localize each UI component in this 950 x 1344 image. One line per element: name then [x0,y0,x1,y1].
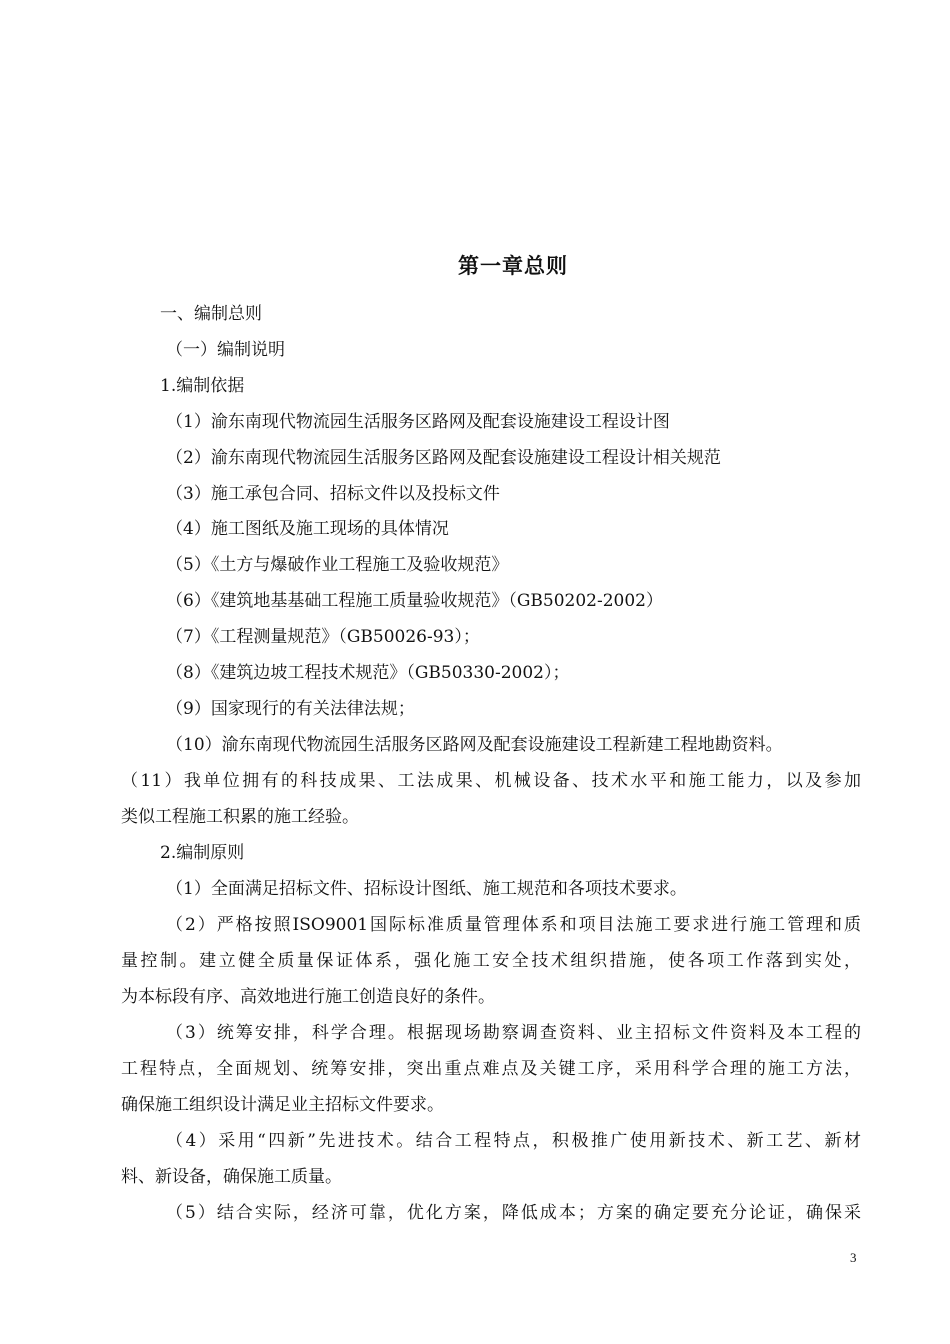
list-item: （3）施工承包合同、招标文件以及投标文件 [166,484,500,504]
list-item: （6）《建筑地基基础工程施工质量验收规范》（GB50202-2002） [166,591,663,611]
list-item: （1）全面满足招标文件、招标设计图纸、施工规范和各项技术要求。 [166,879,687,899]
list-item: （4）施工图纸及施工现场的具体情况 [166,519,449,539]
subsection-heading: （一）编制说明 [166,340,285,360]
list-item: （10）渝东南现代物流园生活服务区路网及配套设施建设工程新建工程地勘资料。 [166,735,783,755]
item-heading: 1.编制依据 [160,376,245,396]
list-item-continuation: 类似工程施工积累的施工经验。 [121,807,359,827]
paragraph-line: （4）采用“四新”先进技术。结合工程特点，积极推广使用新技术、新工艺、新材 [166,1131,861,1151]
list-item: （9）国家现行的有关法律法规； [166,699,415,719]
page-number: 3 [850,1250,857,1265]
paragraph-line: （3）统筹安排，科学合理。根据现场勘察调查资料、业主招标文件资料及本工程的 [166,1023,861,1043]
paragraph-line: 料、新设备，确保施工质量。 [121,1167,342,1187]
paragraph-line: （2）严格按照ISO9001国际标准质量管理体系和项目法施工要求进行施工管理和质 [166,915,861,935]
list-item: （11）我单位拥有的科技成果、工法成果、机械设备、技术水平和施工能力，以及参加 [121,771,861,791]
paragraph-line: 量控制。建立健全质量保证体系，强化施工安全技术组织措施，使各项工作落到实处， [121,951,861,971]
chapter-title: 第一章总则 [458,254,568,278]
list-item: （7）《工程测量规范》（GB50026-93）； [166,627,480,647]
list-item: （2）渝东南现代物流园生活服务区路网及配套设施建设工程设计相关规范 [166,448,721,468]
item-heading: 2.编制原则 [160,843,245,863]
list-item: （8）《建筑边坡工程技术规范》（GB50330-2002）； [166,663,570,683]
paragraph-line: 确保施工组织设计满足业主招标文件要求。 [121,1095,444,1115]
paragraph-line: 为本标段有序、高效地进行施工创造良好的条件。 [121,987,495,1007]
paragraph-line: 工程特点，全面规划、统筹安排，突出重点难点及关键工序，采用科学合理的施工方法， [121,1059,861,1079]
list-item: （1）渝东南现代物流园生活服务区路网及配套设施建设工程设计图 [166,412,670,432]
list-item: （5）《土方与爆破作业工程施工及验收规范》 [166,555,509,575]
section-heading: 一、编制总则 [160,304,262,324]
paragraph-line: （5）结合实际，经济可靠，优化方案，降低成本；方案的确定要充分论证，确保采 [166,1203,861,1223]
